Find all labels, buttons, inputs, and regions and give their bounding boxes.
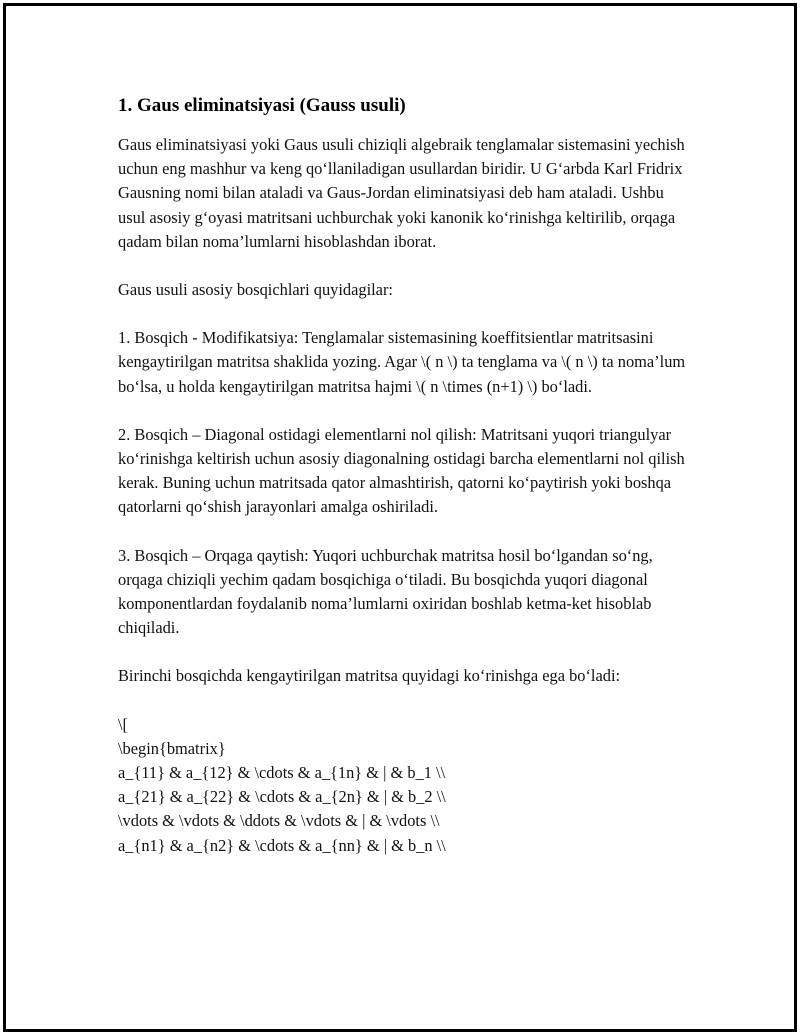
paragraph-intro: Gaus eliminatsiyasi yoki Gaus usuli chiziqli algebraik tenglamalar sistemasini yechish uchun eng mashhur va keng qo‘llaniladigan usullardan biridir. U G‘arbda Karl Fridrix Gausning nomi bilan ataladi va Gaus-Jordan eliminatsiyasi deb ham ataladi. Ushbu usul asosiy g‘oyasi matritsani uchburchak yoki kanonik ko‘rinishga keltirilib, orqaga qadam bilan noma’lumlarni hisoblashdan iborat. (118, 135, 685, 251)
paragraph-step-1: 1. Bosqich - Modifikatsiya: Tenglamalar sistemasining koeffitsientlar matritsasini kengaytirilgan matritsa shaklida yozing. Agar \( n \) ta tenglama va \( n \) ta noma’lum bo‘lsa, u holda kengaytirilgan matritsa hajmi \( n \times (n+1) \) bo‘ladi. (118, 328, 686, 396)
latex-line: \[ (118, 714, 129, 734)
latex-line: a_{11} & a_{12} & \cdots & a_{1n} & | & b_1 \\ (118, 763, 446, 783)
paragraph-steps-intro: Gaus usuli asosiy bosqichlari quyidagilar: (118, 280, 393, 300)
latex-line: a_{n1} & a_{n2} & \cdots & a_{nn} & | & b_n \\ (118, 835, 446, 855)
latex-line: \begin{bmatrix} (118, 738, 226, 758)
paragraph-step-2: 2. Bosqich – Diagonal ostidagi elementlarni nol qilish: Matritsani yuqori triangulyar ko‘rinishga keltirish uchun asosiy diagonalning ostidagi barcha elementlarni nol qilish kerak. Buning uchun matritsada qator almashtirish, qatorni ko‘paytirish yoki boshqa qatorlarni qo‘shish jarayonlari amalga oshiriladi. (118, 424, 685, 517)
paragraph-matrix-intro: Birinchi bosqichda kengaytirilgan matritsa quyidagi ko‘rinishga ega bo‘ladi: (118, 666, 621, 686)
paragraph-step-3: 3. Bosqich – Orqaga qaytish: Yuqori uchburchak matritsa hosil bo‘lgandan so‘ng, orqaga chiziqli yechim qadam bosqichiga o‘tiladi. Bu bosqichda yuqori diagonal komponentlardan foydalanib noma’lumlarni oxiridan boshlab ketma-ket hisoblab chiqiladi. (118, 545, 653, 638)
latex-block (118, 713, 693, 858)
section-heading: 1. Gaus eliminatsiyasi (Gauss usuli) (118, 95, 406, 116)
document-body (118, 94, 693, 858)
latex-line: a_{21} & a_{22} & \cdots & a_{2n} & | & b_2 \\ (118, 787, 446, 807)
latex-line: \vdots & \vdots & \ddots & \vdots & | & \vdots \\ (118, 811, 440, 831)
